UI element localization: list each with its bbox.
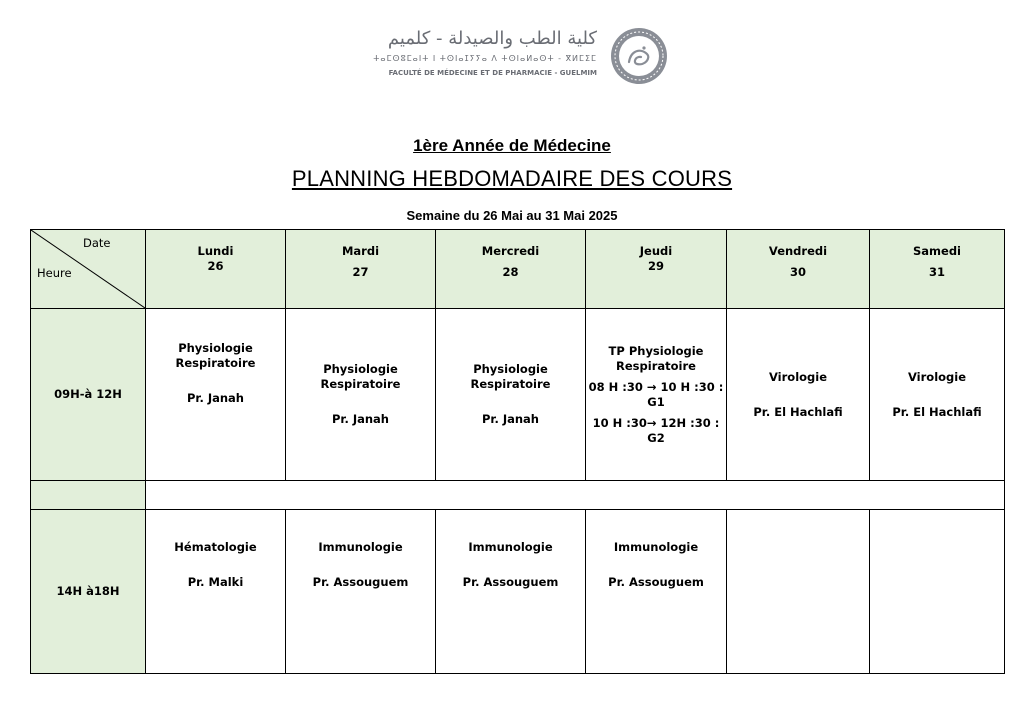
day-number: 29 <box>647 259 664 273</box>
course-cell <box>145 509 286 674</box>
course-cell <box>285 308 436 481</box>
course-cell <box>435 509 586 674</box>
page-title: 1ère Année de Médecine <box>413 136 611 155</box>
day-name: Vendredi <box>768 244 828 258</box>
course-professor: Pr. Janah <box>331 412 389 426</box>
day-header-jeudi <box>585 229 727 309</box>
course-title-2: Respiratoire <box>616 358 696 373</box>
course-title: TP Physiologie <box>608 343 704 358</box>
course-professor: Pr. Assouguem <box>608 575 704 589</box>
course-professor: Pr. Assouguem <box>462 575 559 589</box>
day-name: Mardi <box>341 244 380 258</box>
course-cell <box>726 509 870 674</box>
course-title: Immunologie <box>468 540 553 554</box>
day-header-mardi <box>285 229 436 309</box>
course-cell <box>435 308 586 481</box>
day-name: Jeudi <box>639 244 673 258</box>
group-1-time: 08 H :30 → 10 H :30 : <box>588 379 724 394</box>
group-1-label: G1 <box>647 394 665 409</box>
corner-heure-label: Heure <box>37 266 72 280</box>
course-title-2: Respiratoire <box>320 377 401 391</box>
day-number: 31 <box>928 265 945 279</box>
course-professor: Pr. Assouguem <box>312 575 409 589</box>
faculty-logo <box>355 24 665 94</box>
day-header-mercredi <box>435 229 586 309</box>
day-number: 28 <box>502 265 519 279</box>
break-row <box>145 480 1005 510</box>
week-range: Semaine du 26 Mai au 31 Mai 2025 <box>406 208 618 223</box>
course-title: Immunologie <box>318 540 403 554</box>
day-header-vendredi <box>726 229 870 309</box>
slot-label: 14H à18H <box>56 584 120 598</box>
day-number: 27 <box>352 265 369 279</box>
institution-tifinagh: ⵜⴰⵎⵙⵓⵎⴰⵏⵜ ⵏ ⵜⵙⵏⴰⵊⵢⵢⴰ ⴷ ⵜⵙⵏⴰⵍⴰⵙⵜ - ⴳⵍⵎⵉⵎ <box>373 54 597 63</box>
slot-afternoon <box>30 509 146 674</box>
institution-french: FACULTÉ DE MÉDECINE ET DE PHARMACIE - GUELMIM <box>388 69 597 77</box>
university-seal-icon <box>609 26 669 86</box>
corner-cell <box>30 229 146 309</box>
course-professor: Pr. Janah <box>481 412 539 426</box>
course-professor: Pr. Malki <box>187 575 244 589</box>
day-header-lundi <box>145 229 286 309</box>
course-title: Virologie <box>907 369 967 384</box>
course-cell <box>145 308 286 481</box>
day-number: 26 <box>207 259 224 273</box>
group-2-time: 10 H :30→ 12H :30 : <box>592 415 720 430</box>
course-cell <box>869 308 1005 481</box>
slot-morning <box>30 308 146 481</box>
course-professor: Pr. El Hachlafi <box>753 404 843 419</box>
course-cell <box>585 509 727 674</box>
course-title: Virologie <box>768 369 828 384</box>
course-title: Physiologie <box>473 362 548 376</box>
slot-label: 09H-à 12H <box>54 387 122 401</box>
course-title: Physiologie <box>323 362 398 376</box>
day-name: Samedi <box>913 244 961 258</box>
course-cell <box>869 509 1005 674</box>
group-2-label: G2 <box>647 430 665 445</box>
institution-arabic: كلية الطب والصيدلة - كلميم <box>387 28 597 49</box>
corner-date-label: Date <box>83 236 111 250</box>
day-header-samedi <box>869 229 1005 309</box>
course-cell <box>285 509 436 674</box>
page-subtitle: PLANNING HEBDOMADAIRE DES COURS <box>291 166 733 191</box>
course-title-2: Respiratoire <box>175 356 256 370</box>
course-title: Hématologie <box>174 540 257 554</box>
course-cell <box>726 308 870 481</box>
course-title: Physiologie <box>178 341 253 355</box>
course-title: Immunologie <box>613 540 699 554</box>
course-professor: Pr. El Hachlafi <box>892 404 982 419</box>
course-title-2: Respiratoire <box>470 377 551 391</box>
course-cell <box>585 308 727 481</box>
course-professor: Pr. Janah <box>186 391 244 405</box>
day-number: 30 <box>789 265 806 279</box>
day-name: Mercredi <box>481 244 540 258</box>
break-label-cell <box>30 480 146 510</box>
day-name: Lundi <box>197 244 234 258</box>
